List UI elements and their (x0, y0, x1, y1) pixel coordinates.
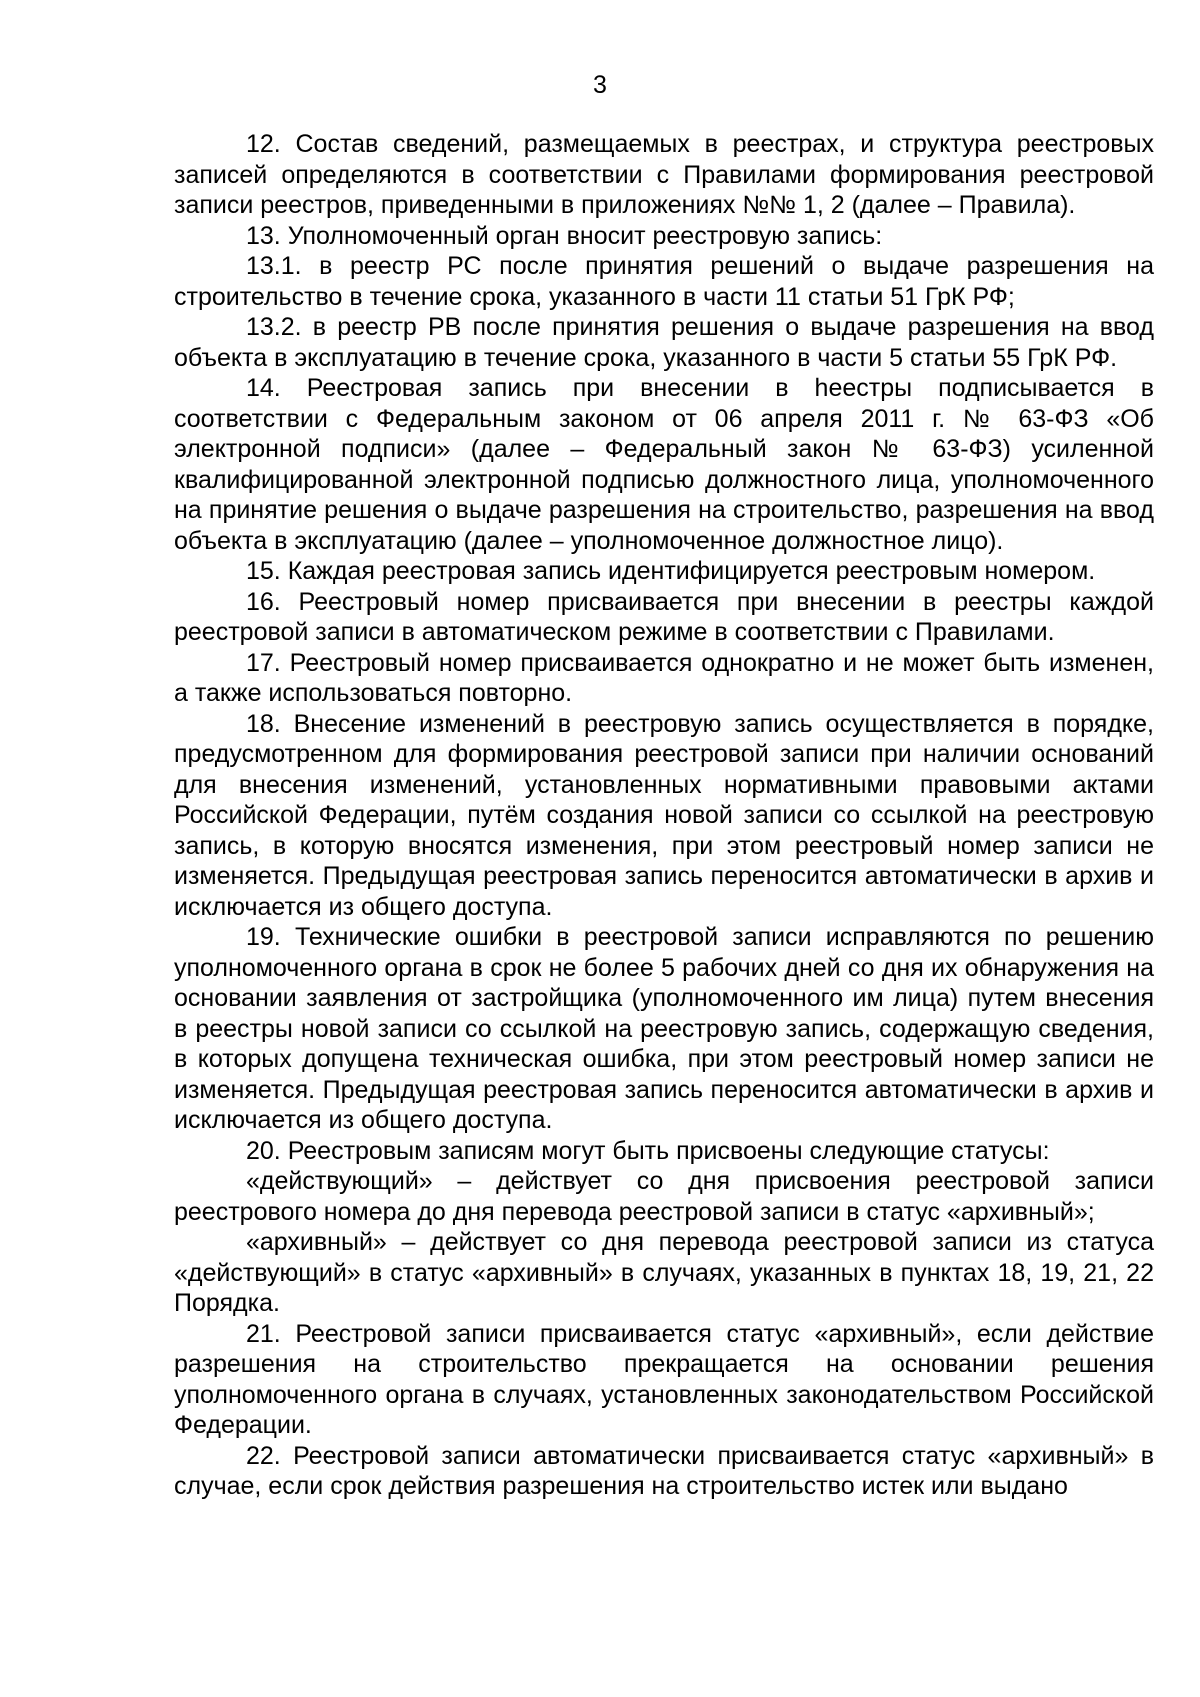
paragraph-17: 17. Реестровый номер присваивается однократно и не может быть изменен, а также использоваться повторно. (174, 648, 1154, 707)
paragraph-15: 15. Каждая реестровая запись идентифицируется реестровым номером. (246, 557, 1096, 585)
paragraph-14: 14. Реестровая запись при внесении в һеестры подписывается в соответствии с Федеральным законом от 06 апреля 2011 г. № 63-ФЗ «Об электронной подписи» (далее – Федеральный закон № 63-ФЗ) усиленной квалифицированной электронной подписью должностного лица, уполномоченного на принятие решения о выдаче разрешения на строительство, разрешения на ввод объекта в эксплуатацию (далее – уполномоченное должностное лицо). (174, 374, 1154, 555)
paragraph-16: 16. Реестровый номер присваивается при внесении в реестры каждой реестровой записи в автоматическом режиме в соответствии с Правилами. (174, 587, 1154, 646)
paragraph-13-2: 13.2. в реестр РВ после принятия решения о выдаче разрешения на ввод объекта в эксплуатацию в течение срока, указанного в части 5 статьи 55 ГрК РФ. (174, 313, 1154, 372)
paragraph-21: 21. Реестровой записи присваивается статус «архивный», если действие разрешения на строительство прекращается на основании решения уполномоченного органа в случаях, установленных законодательством Российской Федерации. (174, 1319, 1154, 1439)
paragraph-19: 19. Технические ошибки в реестровой записи исправляются по решению уполномоченного органа в срок не более 5 рабочих дней со дня их обнаружения на основании заявления от застройщика (уполномоченного им лица) путем внесения в реестры новой записи со ссылкой на реестровую запись, содержащую сведения, в которых допущена техническая ошибка, при этом реестровый номер записи не изменяется. Предыдущая реестровая запись переносится автоматически в архив и исключается из общего доступа. (174, 923, 1154, 1134)
page-number: 3 (593, 71, 607, 99)
paragraph-12: 12. Состав сведений, размещаемых в реестрах, и структура реестровых записей определяются в соответствии с Правилами формирования реестровой записи реестров, приведенными в приложениях №№ 1, 2 (далее – Правила). (174, 130, 1154, 219)
paragraph-13-1: 13.1. в реестр РС после принятия решений о выдаче разрешения на строительство в течение срока, указанного в части 11 статьи 51 ГрК РФ; (174, 252, 1154, 311)
document-body (174, 129, 1154, 1502)
status-archived-definition: «архивный» – действует со дня перевода реестровой записи из статуса «действующий» в статус «архивный» в случаях, указанных в пунктах 18, 19, 21, 22 Порядка. (174, 1228, 1154, 1317)
paragraph-18: 18. Внесение изменений в реестровую запись осуществляется в порядке, предусмотренном для формирования реестровой записи при наличии оснований для внесения изменений, установленных нормативными правовыми актами Российской Федерации, путём создания новой записи со ссылкой на реестровую запись, в которую вносятся изменения, при этом реестровый номер записи не изменяется. Предыдущая реестровая запись переносится автоматически в архив и исключается из общего доступа. (174, 709, 1154, 921)
paragraph-22: 22. Реестровой записи автоматически присваивается статус «архивный» в случае, если срок действия разрешения на строительство истек или выдано (174, 1441, 1154, 1500)
paragraph-20: 20. Реестровым записям могут быть присвоены следующие статусы: (246, 1136, 1050, 1165)
paragraph-13: 13. Уполномоченный орган вносит реестровую запись: (246, 221, 883, 250)
status-active-definition: «действующий» – действует со дня присвоения реестровой записи реестрового номера до дня перевода реестровой записи в статус «архивный»; (174, 1167, 1154, 1226)
